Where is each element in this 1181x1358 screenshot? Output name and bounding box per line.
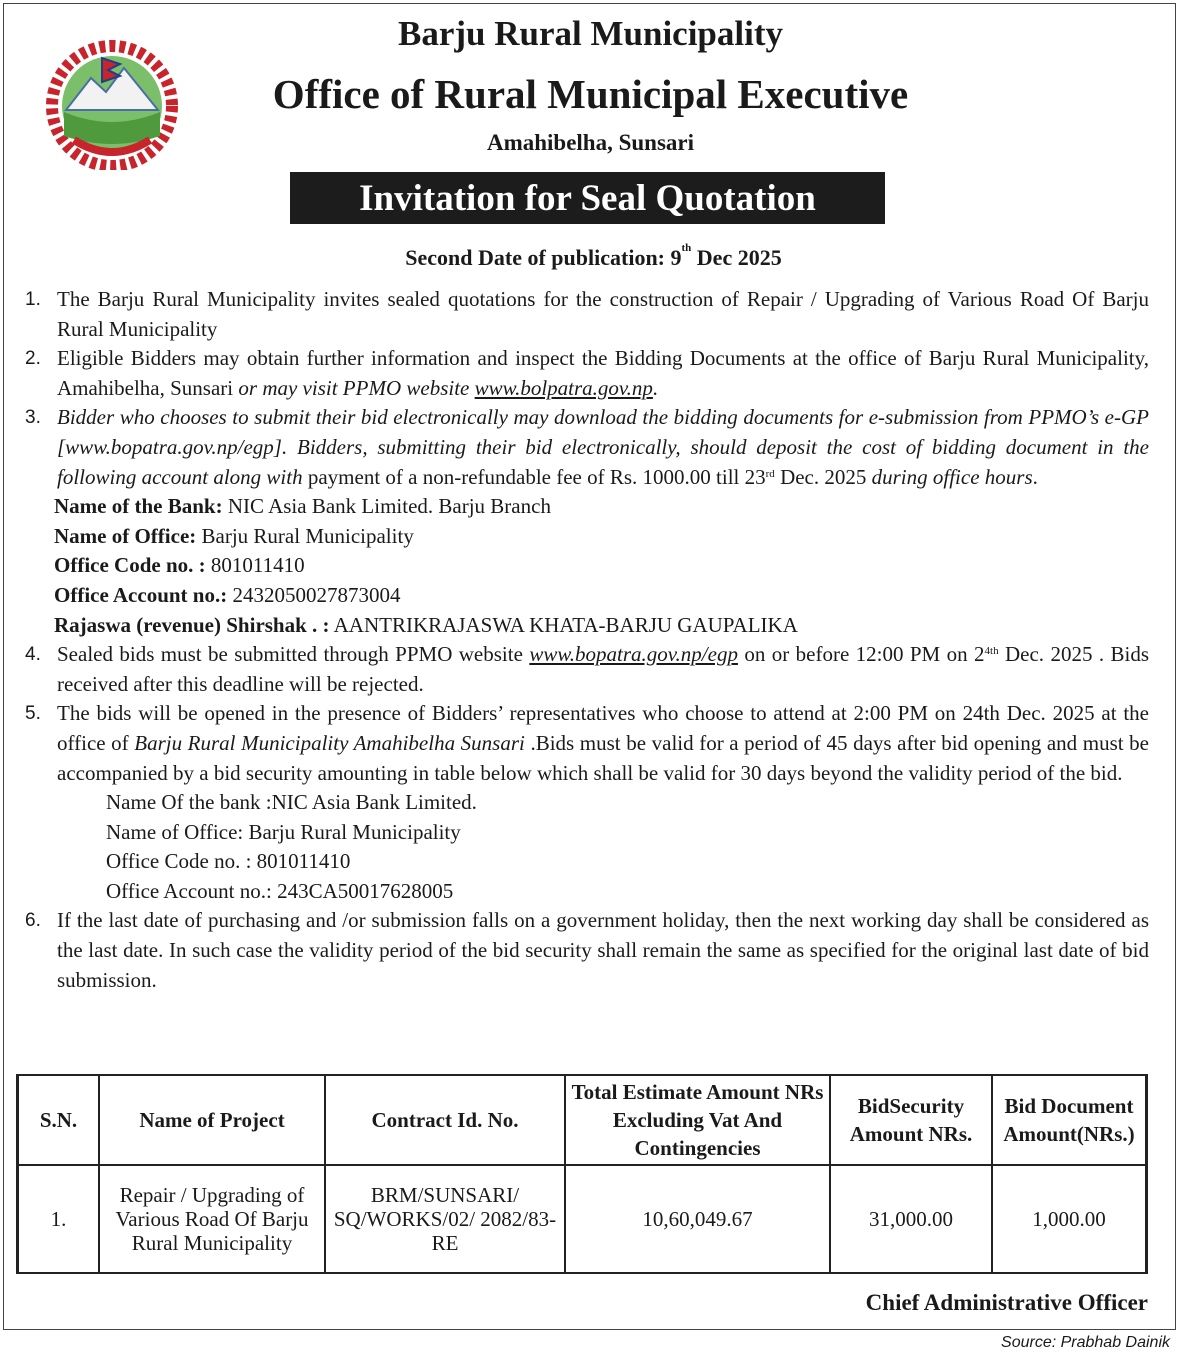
bolpatra-link[interactable]: www.bolpatra.gov.np [474, 375, 653, 400]
source-credit: Source: Prabhab Dainik [1001, 1334, 1170, 1351]
list-item: 3. Bidder who chooses to submit their bid electronically may download the bidding documents for e-submission from PPMO’s e-GP [www.bopatra.gov.np/egp]. Bidders, submitting their bid electronically, should deposit the cost of bidding document in the following account along with payment of a non-refundable fee of Rs. 1000.00 till 23rd Dec. 2025 during office hours. [25, 405, 1149, 489]
table-header-row: S.N. Name of Project Contract Id. No. Total Estimate Amount NRs Excluding Vat And Contingencies BidSecurity Amount NRs. Bid Document Amount(NRs.) [18, 1075, 1147, 1165]
egp-link[interactable]: www.bopatra.gov.np/egp [529, 642, 738, 667]
municipality-name: Barju Rural Municipality [397, 14, 784, 53]
bank-details-2: Name Of the bank :NIC Asia Bank Limited. Name of Office: Barju Rural Municipality Office Code no. : 801011410 Office Account no.: 243CA50017628005 [106, 790, 477, 903]
office-address: Amahibelha, Sunsari [486, 130, 695, 155]
notice-title: Invitation for Seal Quotation [290, 172, 885, 224]
list-item: 6. If the last date of purchasing and /or submission falls on a government holiday, then the next working day shall be considered as the last date. In such case the validity period of the bid security shall remain the same as specified for the original last date of bid submission. [25, 908, 1149, 992]
project-table [16, 1074, 1148, 1274]
list-item: 4. Sealed bids must be submitted through PPMO website www.bopatra.gov.np/egp on or before 12:00 PM on $2^{4th}$ Dec. 2025 . Bids received after this deadline will be rejected. [25, 642, 1149, 696]
office-name: Office of Rural Municipal Executive [272, 71, 909, 117]
list-item: 2. Eligible Bidders may obtain further information and inspect the Bidding Documents at the office of Barju Rural Municipality, Amahibelha, Sunsari or may visit PPMO website www.bolpatra.gov.np. [25, 346, 1149, 400]
table-row: 1. Repair / Upgrading of Various Road Of Barju Rural Municipality BRM/SUNSARI/ SQ/WORKS/02/ 2082/83-RE 10,60,049.67 31,000.00 1,000.00 [18, 1165, 1147, 1273]
notice-body [20, 285, 1149, 995]
publication-date: Second Date of publication: 9th Dec 2025 [405, 242, 782, 270]
bank-details-1: Name of the Bank: NIC Asia Bank Limited. Barju Branch Name of Office: Barju Rural Municipality Office Code no. : 801011410 Office Account no.: 2432050027873004 Rajaswa (revenue) Shirshak . : AANTRIKRAJASWA KHATA-BARJU GAUPALIKA [54, 494, 798, 637]
list-item: 1. The Barju Rural Municipality invites sealed quotations for the construction of Repair / Upgrading of Various Road Of Barju Rural Municipality [25, 287, 1149, 341]
signoff: Chief Administrative Officer [865, 1290, 1148, 1315]
list-item: 5. The bids will be opened in the presence of Bidders’ representatives who choose to attend at 2:00 PM on 24th Dec. 2025 at the office of Barju Rural Municipality Amahibelha Sunsari .Bids must be valid for a period of 45 days after bid opening and must be accompanied by a bid security amounting in table below which shall be valid for 30 days beyond the validity period of the bid. [25, 701, 1150, 785]
